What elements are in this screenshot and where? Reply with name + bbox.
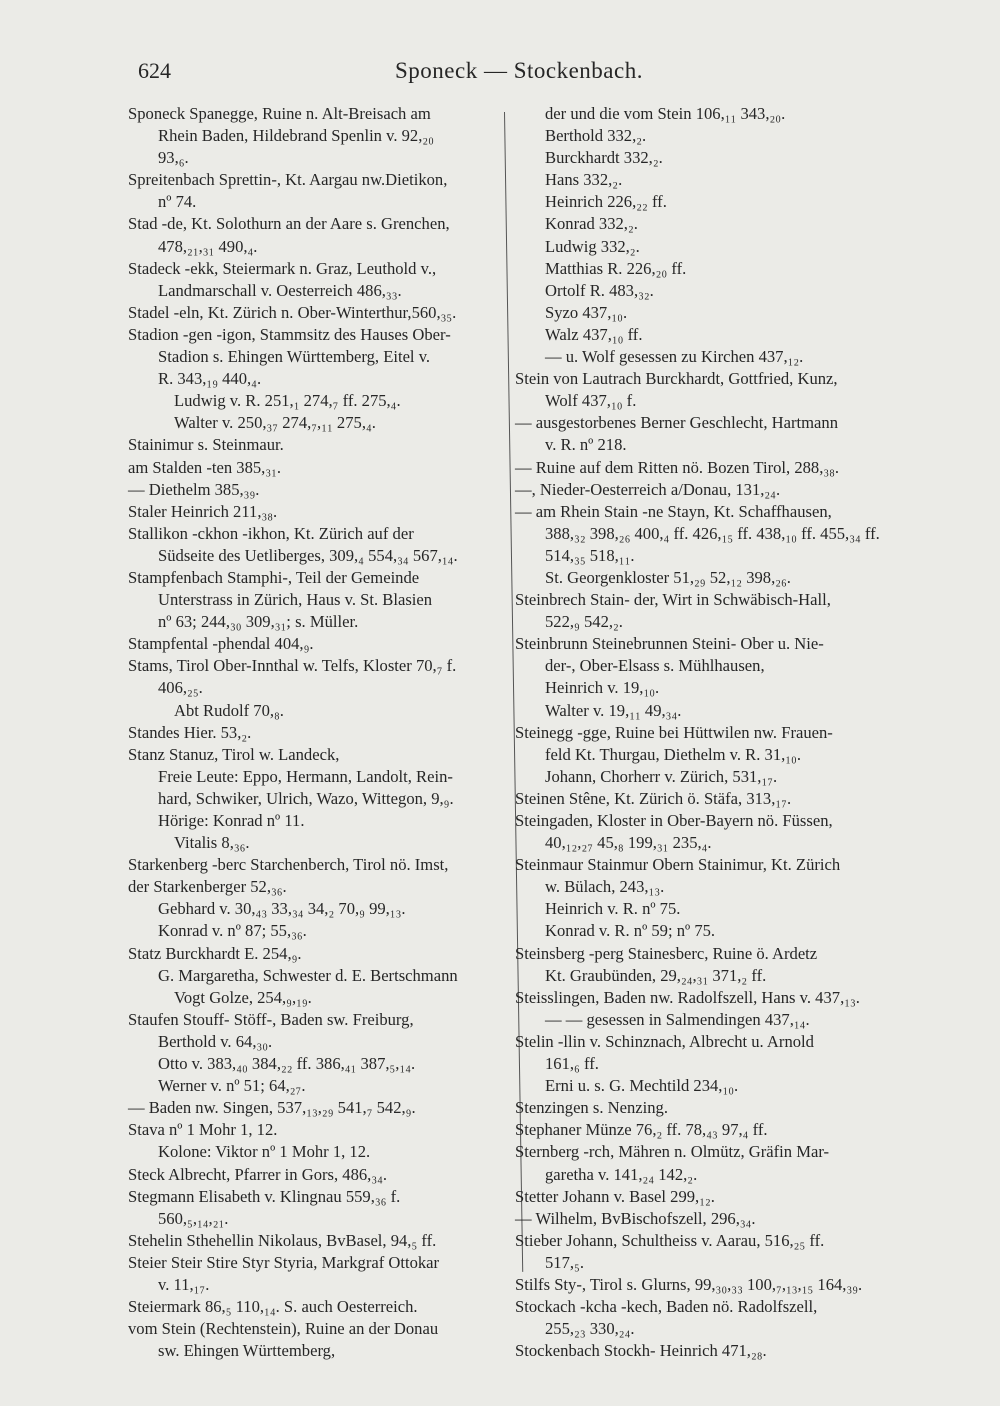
index-entry-line: vom Stein (Rechtenstein), Ruine an der Donau (128, 1319, 439, 1339)
index-subentry-line: der-, Ober-Elsass s. Mühlhausen, (545, 656, 765, 676)
index-subentry-line: Hans 332,₂. (545, 170, 623, 190)
index-subentry-line: Johann, Chorherr v. Zürich, 531,₁₇. (545, 766, 778, 786)
index-entry-line: der Starkenberger 52,₃₆. (128, 877, 287, 897)
index-subentry-line: 514,₃₅ 518,₁₁. (545, 545, 635, 565)
index-subentry-line: — u. Wolf gesessen zu Kirchen 437,₁₂. (545, 347, 804, 367)
index-entry-line: Stadion -gen -igon, Stammsitz des Hauses Ober- (128, 324, 451, 344)
index-subentry-line: der und die vom Stein 106,₁₁ 343,₂₀. (545, 104, 786, 123)
index-subentry-line: Stadion s. Ehingen Württemberg, Eitel v. (158, 347, 431, 367)
index-subentry-line: Kt. Graubünden, 29,₂₄,₃₁ 371,₂ ff. (545, 965, 767, 985)
index-entry-line: Stainimur s. Steinmaur. (128, 435, 284, 455)
right-column (515, 103, 880, 1362)
index-subentry-line: — — gesessen in Salmendingen 437,₁₄. (545, 1009, 810, 1029)
index-subentry-line: Rhein Baden, Hildebrand Spenlin v. 92,₂₀ (158, 126, 434, 146)
index-entry-line: Steinegg -gge, Ruine bei Hüttwilen nw. Frauen- (515, 722, 833, 742)
index-entry-line: Stein von Lautrach Burckhardt, Gottfried, Kunz, (515, 369, 838, 389)
index-subentry-line: Walter v. 19,₁₁ 49,₃₄. (545, 700, 682, 720)
index-entry-line: Steinbrech Stain- der, Wirt in Schwäbisch-Hall, (515, 590, 831, 610)
index-subentry-line: nº 74. (158, 192, 197, 212)
index-entry-line: Steinmaur Stainmur Obern Stainimur, Kt. Zürich (515, 855, 841, 875)
index-subentry-line: Heinrich v. R. nº 75. (545, 899, 681, 919)
index-entry-line: Starkenberg -berc Starchenberch, Tirol nö. Imst, (128, 855, 449, 875)
index-subentry-line: 40,₁₂,₂₇ 45,₈ 199,₃₁ 235,₄. (545, 833, 712, 853)
index-entry-line: Steingaden, Kloster in Ober-Bayern nö. Füssen, (515, 811, 833, 830)
index-entry-line: — ausgestorbenes Berner Geschlecht, Hartmann (515, 413, 839, 433)
index-subentry-line: 517,₅. (545, 1252, 584, 1272)
index-subentry-line: Vogt Golze, 254,₉,₁₉. (174, 987, 312, 1007)
index-entry-line: Staler Heinrich 211,₃₈. (128, 501, 278, 521)
index-entry-line: Staufen Stouff- Stöff-, Baden sw. Freiburg, (128, 1009, 414, 1029)
index-subentry-line: Südseite des Uetliberges, 309,₄ 554,₃₄ 567,₁₄. (158, 545, 458, 565)
index-entry-line: Sponeck Spanegge, Ruine n. Alt-Breisach am (128, 104, 431, 123)
index-subentry-line: w. Bülach, 243,₁₃. (545, 877, 665, 897)
index-entry-line: Stilfs Sty-, Tirol s. Glurns, 99,₃₀,₃₃ 100,₇,₁₃,₁₅ 164,₃₉. (515, 1274, 863, 1294)
index-subentry-line: Gebhard v. 30,₄₃ 33,₃₄ 34,₂ 70,₉ 99,₁₃. (158, 899, 406, 919)
index-entry-line: Steiermark 86,₅ 110,₁₄. S. auch Oesterreich. (128, 1297, 418, 1317)
index-entry-line: am Stalden -ten 385,₃₁. (128, 457, 282, 477)
index-entry-line: Statz Burckhardt E. 254,₉. (128, 943, 302, 963)
index-entry-line: Stieber Johann, Schultheiss v. Aarau, 516,₂₅ ff. (515, 1230, 825, 1250)
index-entry-line: Stava nº 1 Mohr 1, 12. (128, 1120, 278, 1140)
index-subentry-line: Freie Leute: Eppo, Hermann, Landolt, Rein- (158, 766, 453, 786)
index-subentry-line: nº 63; 244,₃₀ 309,₃₁; s. Müller. (158, 612, 359, 632)
index-entry-line: Stad -de, Kt. Solothurn an der Aare s. Grenchen, (128, 214, 450, 234)
index-subentry-line: Syzo 437,₁₀. (545, 302, 628, 322)
index-subentry-line: 406,₂₅. (158, 678, 203, 698)
index-entry-line: Stephaner Münze 76,₂ ff. 78,₄₃ 97,₄ ff. (515, 1120, 768, 1140)
index-subentry-line: Ludwig 332,₂. (545, 236, 640, 256)
index-entry-line: Steisslingen, Baden nw. Radolfszell, Hans v. 437,₁₃. (515, 987, 860, 1007)
index-entry-line: Stockenbach Stockh- Heinrich 471,₂₈. (515, 1341, 767, 1361)
index-entry-line: — am Rhein Stain -ne Stayn, Kt. Schaffhausen, (515, 501, 832, 521)
index-entry-line: — Wilhelm, BvBischofszell, 296,₃₄. (515, 1208, 756, 1228)
index-subentry-line: Heinrich v. 19,₁₀. (545, 678, 660, 698)
index-subentry-line: 522,₉ 542,₂. (545, 612, 623, 632)
index-subentry-line: 478,₂₁,₃₁ 490,₄. (158, 236, 258, 256)
index-subentry-line: Konrad v. R. nº 59; nº 75. (545, 921, 716, 941)
index-subentry-line: 255,₂₃ 330,₂₄. (545, 1319, 635, 1339)
index-entry-line: Steinsberg -perg Stainesberc, Ruine ö. Ardetz (515, 943, 818, 963)
index-entry-line: Stetter Johann v. Basel 299,₁₂. (515, 1186, 715, 1206)
index-entry-line: Stockach -kcha -kech, Baden nö. Radolfszell, (515, 1297, 818, 1317)
index-subentry-line: Walz 437,₁₀ ff. (545, 324, 643, 344)
index-entry-line: Stelin -llin v. Schinznach, Albrecht u. Arnold (515, 1031, 814, 1051)
index-entry-line: Steier Steir Stire Styr Styria, Markgraf Ottokar (128, 1252, 440, 1272)
index-entry-line: — Diethelm 385,₃₉. (128, 479, 260, 499)
index-subentry-line: Vitalis 8,₃₆. (174, 833, 250, 853)
index-subentry-line: Walter v. 250,₃₇ 274,₇,₁₁ 275,₄. (174, 413, 376, 433)
index-entry-line: Stampfental -phendal 404,₉. (128, 634, 314, 654)
index-subentry-line: Berthold v. 64,₃₀. (158, 1031, 273, 1051)
index-subentry-line: Ortolf R. 483,₃₂. (545, 280, 654, 300)
index-subentry-line: 560,₅,₁₄,₂₁. (158, 1208, 229, 1228)
index-subentry-line: 93,₆. (158, 148, 189, 168)
index-subentry-line: 388,₃₂ 398,₂₆ 400,₄ ff. 426,₁₅ ff. 438,₁₀ ff. 455,₃₄ ff. (545, 523, 880, 543)
index-entry-line: Sternberg -rch, Mähren n. Olmütz, Gräfin Mar- (515, 1142, 830, 1162)
index-entry-line: — Ruine auf dem Ritten nö. Bozen Tirol, 288,₃₈. (515, 457, 840, 477)
index-subentry-line: v. R. nº 218. (545, 435, 627, 455)
index-entry-line: Stams, Tirol Ober-Innthal w. Telfs, Kloster 70,₇ f. (128, 656, 457, 676)
index-entry-line: — Baden nw. Singen, 537,₁₃,₂₉ 541,₇ 542,₉. (128, 1098, 416, 1118)
index-subentry-line: Hörige: Konrad nº 11. (158, 811, 305, 830)
index-subentry-line: Unterstrass in Zürich, Haus v. St. Blasien (158, 590, 433, 610)
index-subentry-line: 161,₆ ff. (545, 1054, 599, 1074)
index-subentry-line: Erni u. s. G. Mechtild 234,₁₀. (545, 1076, 739, 1096)
index-subentry-line: sw. Ehingen Württemberg, (158, 1341, 336, 1361)
index-subentry-line: St. Georgenkloster 51,₂₉ 52,₁₂ 398,₂₆. (545, 567, 791, 587)
running-title: Sponeck — Stockenbach. (395, 58, 643, 83)
index-entry-line: Stehelin Sthehellin Nikolaus, BvBasel, 94,₅ ff. (128, 1230, 437, 1250)
index-entry-line: —, Nieder-Oesterreich a/Donau, 131,₂₄. (515, 479, 781, 499)
index-entry-line: Steck Albrecht, Pfarrer in Gors, 486,₃₄. (128, 1164, 388, 1184)
index-subentry-line: Otto v. 383,₄₀ 384,₂₂ ff. 386,₄₁ 387,₅,₁₄. (158, 1054, 416, 1074)
index-subentry-line: Abt Rudolf 70,₈. (174, 700, 284, 720)
index-subentry-line: Ludwig v. R. 251,₁ 274,₇ ff. 275,₄. (174, 391, 401, 411)
index-subentry-line: Konrad v. nº 87; 55,₃₆. (158, 921, 307, 941)
index-entry-line: Steinen Stêne, Kt. Zürich ö. Stäfa, 313,₁₇. (515, 788, 792, 808)
index-subentry-line: v. 11,₁₇. (158, 1274, 210, 1294)
index-entry-line: Stadel -eln, Kt. Zürich n. Ober-Winterthur,560,₃₅. (128, 302, 457, 322)
index-entry-line: Stallikon -ckhon -ikhon, Kt. Zürich auf der (128, 523, 414, 543)
index-subentry-line: Konrad 332,₂. (545, 214, 638, 234)
index-entry-line: Stegmann Elisabeth v. Klingnau 559,₃₆ f. (128, 1186, 401, 1206)
index-entry-line: Stampfenbach Stamphi-, Teil der Gemeinde (128, 567, 420, 587)
index-subentry-line: garetha v. 141,₂₄ 142,₂. (545, 1164, 698, 1184)
index-subentry-line: Wolf 437,₁₀ f. (545, 391, 637, 411)
index-entry-line: Stanz Stanuz, Tirol w. Landeck, (128, 744, 340, 764)
left-column (128, 103, 493, 1362)
index-entry-line: Spreitenbach Sprettin-, Kt. Aargau nw.Dietikon, (128, 170, 448, 190)
index-subentry-line: hard, Schwiker, Ulrich, Wazo, Wittegon, 9,₉. (158, 788, 454, 808)
index-subentry-line: R. 343,₁₉ 440,₄. (158, 369, 262, 389)
index-entry-line: Stadeck -ekk, Steiermark n. Graz, Leuthold v., (128, 258, 437, 278)
index-subentry-line: Kolone: Viktor nº 1 Mohr 1, 12. (158, 1142, 371, 1162)
page-number: 624 (138, 58, 171, 83)
index-subentry-line: Burckhardt 332,₂. (545, 148, 663, 168)
index-subentry-line: Landmarschall v. Oesterreich 486,₃₃. (158, 280, 402, 300)
index-subentry-line: feld Kt. Thurgau, Diethelm v. R. 31,₁₀. (545, 744, 801, 764)
index-entry-line: Standes Hier. 53,₂. (128, 722, 252, 742)
index-entry-line: Steinbrunn Steinebrunnen Steini- Ober u. Nie- (515, 634, 824, 654)
index-subentry-line: Matthias R. 226,₂₀ ff. (545, 258, 687, 278)
index-subentry-line: Heinrich 226,₂₂ ff. (545, 192, 667, 212)
index-subentry-line: G. Margaretha, Schwester d. E. Bertschmann (158, 965, 458, 985)
index-subentry-line: Werner v. nº 51; 64,₂₇. (158, 1076, 306, 1096)
index-entry-line: Stenzingen s. Nenzing. (515, 1098, 668, 1118)
index-subentry-line: Berthold 332,₂. (545, 126, 647, 146)
